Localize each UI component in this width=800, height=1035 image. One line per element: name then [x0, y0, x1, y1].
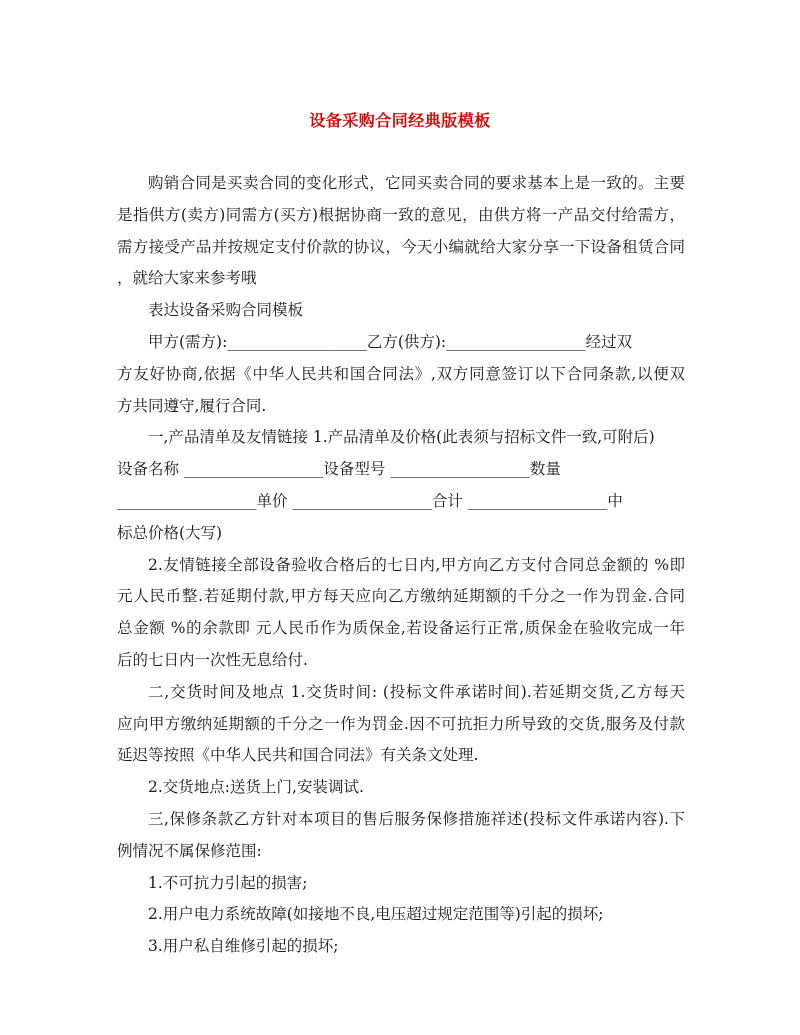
- document-body: [117, 168, 685, 963]
- paragraph-line: 2.交货地点:送货上门,安装调试.: [148, 778, 364, 797]
- list-item: 1.不可抗力引起的损害;: [148, 873, 308, 892]
- paragraph-line: 三,保修条款乙方针对本项目的售后服务保修措施祥述(投标文件承诺内容).下: [148, 809, 685, 828]
- section-heading: 表达设备采购合同模板: [148, 301, 304, 320]
- paragraph-line: 二,交货时间及地点 1.交货时间: (投标文件承诺时间).若延期交货,乙方每天: [148, 682, 685, 701]
- paragraph-line: 总金额 %的余款即 元人民币作为质保金,若设备运行正常,质保金在验收完成一年: [117, 619, 685, 638]
- paragraph-line: __________________单价 __________________合计 __________________中: [117, 491, 623, 510]
- paragraph-line: 甲方(需方):__________________乙方(供方):__________________经过双: [148, 332, 633, 351]
- paragraph-line: 元人民币整.若延期付款,甲方每天应向乙方缴纳延期额的千分之一作为罚金.合同: [117, 587, 685, 606]
- paragraph-line: 应向甲方缴纳延期额的千分之一作为罚金.因不可抗拒力所导致的交货,服务及付款: [117, 714, 685, 733]
- paragraph-line: 是指供方(卖方)同需方(买方)根据协商一致的意见，由供方将一产品交付给需方，: [117, 205, 685, 224]
- paragraph-line: 后的七日内一次性无息给付.: [117, 650, 308, 669]
- list-item: 3.用户私自维修引起的损坏;: [148, 937, 339, 956]
- paragraph-line: 需方接受产品并按规定支付价款的协议，今天小编就给大家分享一下设备租赁合同: [117, 237, 685, 256]
- paragraph-line: 2.友情链接全部设备验收合格后的七日内,甲方向乙方支付合同总金额的 %即: [148, 555, 685, 574]
- paragraph-line: 标总价格(大写): [117, 523, 223, 542]
- paragraph-line: 一,产品清单及友情链接 1.产品清单及价格(此表须与招标文件一致,可附后): [148, 428, 655, 447]
- list-item: 2.用户电力系统故障(如接地不良,电压超过规定范围等)引起的损坏;: [148, 905, 604, 924]
- paragraph-line: 例情况不属保修范围:: [117, 841, 262, 860]
- paragraph-line: 方友好协商,依据《中华人民共和国合同法》,双方同意签订以下合同条款,以便双: [117, 364, 685, 383]
- paragraph-line: 购销合同是买卖合同的变化形式，它同买卖合同的要求基本上是一致的。主要: [148, 174, 685, 192]
- paragraph-line: 方共同遵守,履行合同.: [117, 396, 267, 415]
- paragraph-line: ，就给大家来参考哦: [117, 269, 257, 288]
- paragraph-line: 延迟等按照《中华人民共和国合同法》有关条文处理.: [117, 746, 479, 765]
- paragraph-line: 设备名称 __________________设备型号 __________________数量: [117, 460, 561, 479]
- document-title: 设备采购合同经典版模板: [309, 111, 491, 130]
